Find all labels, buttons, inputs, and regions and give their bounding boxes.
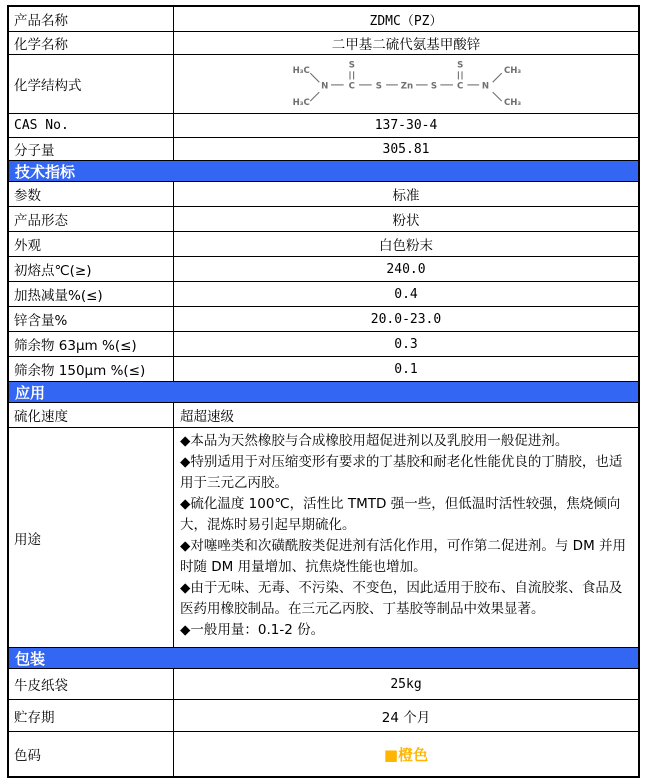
atom-n-left: N: [321, 81, 329, 92]
row-shelf-life: [9, 699, 638, 731]
atom-h3c-top-left: H₃C: [292, 66, 310, 77]
row-chemical-name: [9, 31, 638, 54]
parameter-label: 参数: [9, 182, 174, 206]
product-name-label: 产品名称: [9, 7, 174, 31]
atom-ch3-bottom-right: CH₃: [503, 97, 522, 108]
heating-loss-label: 加热减量%(≤): [9, 282, 174, 306]
atom-s-top-right: S: [457, 60, 464, 71]
molecular-weight-label: 分子量: [9, 138, 174, 160]
chemical-structure-diagram: [256, 56, 556, 112]
atom-s-chain-left: S: [375, 81, 382, 92]
usage-value: [174, 428, 638, 647]
usage-bullet-5: ◆由于无味、无毒、不污染、不变色，因此适用于胶布、自流胶浆、食品及医药用橡胶制品。在三元乙丙胶、丁基胶等制品中效果显著。: [180, 580, 623, 617]
atom-zn: Zn: [400, 81, 414, 92]
sieve-residue-63-label: 筛余物 63μm %(≤): [9, 332, 174, 356]
molecular-weight-value: 305.81: [382, 141, 430, 157]
chemical-name-value: 二甲基二硫代氨基甲酸锌: [331, 37, 481, 53]
usage-bullet-2: ◆特别适用于对压缩变形有要求的丁基胶和耐老化性能优良的丁腈胶，也适用于三元乙丙胶。: [180, 454, 623, 491]
row-zinc-content: [9, 306, 638, 331]
product-form-label: 产品形态: [9, 207, 174, 231]
usage-bullet-6: ◆一般用量：0.1-2 份。: [180, 622, 325, 638]
appearance-value: 白色粉末: [379, 238, 433, 254]
color-code-value: ■橙色: [383, 745, 429, 764]
color-code-label: 色码: [9, 732, 174, 776]
atom-h3c-bottom-left: H₃C: [292, 97, 310, 108]
sieve-residue-63-value: 0.3: [394, 336, 418, 352]
row-heating-loss: [9, 281, 638, 306]
row-molecular-weight: [9, 137, 638, 160]
row-product-form: [9, 206, 638, 231]
row-initial-melting-point: [9, 256, 638, 281]
atom-n-right: N: [481, 81, 490, 92]
initial-melting-point-label: 初熔点℃(≥): [9, 257, 174, 281]
row-kraft-paper-bag: [9, 668, 638, 699]
zinc-content-label: 锌含量%: [9, 307, 174, 331]
chemical-name-label: 化学名称: [9, 32, 174, 54]
atom-c-right: C: [457, 81, 464, 92]
row-sieve-residue-63: [9, 331, 638, 356]
atom-ch3-top-right: CH₃: [503, 66, 522, 77]
sieve-residue-150-value: 0.1: [394, 361, 418, 377]
chemical-structure-label: 化学结构式: [9, 55, 174, 113]
shelf-life-label: 贮存期: [9, 700, 174, 731]
row-color-code: [9, 731, 638, 776]
kraft-paper-bag-label: 牛皮纸袋: [9, 669, 174, 699]
kraft-paper-bag-value: 25kg: [390, 676, 422, 692]
heating-loss-value: 0.4: [394, 286, 418, 302]
row-sieve-residue-150: [9, 356, 638, 381]
row-parameter: [9, 181, 638, 206]
section-header-application: 应用: [9, 381, 638, 402]
product-spec-sheet: [7, 5, 640, 778]
atom-s-top-left: S: [348, 60, 355, 71]
usage-label: 用途: [9, 428, 174, 647]
usage-bullet-1: ◆本品为天然橡胶与合成橡胶用超促进剂以及乳胶用一般促进剂。: [180, 433, 569, 449]
section-header-packaging: 包装: [9, 647, 638, 668]
sieve-residue-150-label: 筛余物 150μm %(≤): [9, 357, 174, 381]
product-form-value: 粉状: [392, 213, 420, 229]
shelf-life-value: 24 个月: [381, 709, 431, 726]
row-cas-no: [9, 113, 638, 137]
usage-bullet-3: ◆硫化温度 100℃，活性比 TMTD 强一些，但低温时活性较强，焦烧倾向大，混炼时易引起早期硫化。: [180, 496, 621, 533]
zinc-content-value: 20.0-23.0: [370, 311, 442, 327]
row-chemical-structure: [9, 54, 638, 113]
appearance-label: 外观: [9, 232, 174, 256]
row-cure-speed: [9, 402, 638, 427]
cure-speed-value: 超超速级: [180, 409, 234, 425]
usage-bullet-4: ◆对噻唑类和次磺酰胺类促进剂有活化作用，可作第二促进剂。与 DM 并用时随 DM 用量增加、抗焦烧性能也增加。: [180, 538, 627, 575]
initial-melting-point-value: 240.0: [386, 261, 426, 277]
chemical-structure-cell: [174, 55, 638, 113]
row-usage: [9, 427, 638, 647]
cure-speed-label: 硫化速度: [9, 403, 174, 427]
atom-c-left: C: [348, 81, 355, 92]
atom-s-chain-right: S: [430, 81, 438, 92]
row-appearance: [9, 231, 638, 256]
product-name-value: ZDMC（PZ）: [369, 13, 443, 29]
cas-no-label: CAS No.: [9, 114, 174, 137]
section-header-technical-specs: 技术指标: [9, 160, 638, 181]
parameter-value: 标准: [392, 188, 420, 204]
row-product-name: [9, 7, 638, 31]
cas-no-value: 137-30-4: [374, 118, 438, 133]
